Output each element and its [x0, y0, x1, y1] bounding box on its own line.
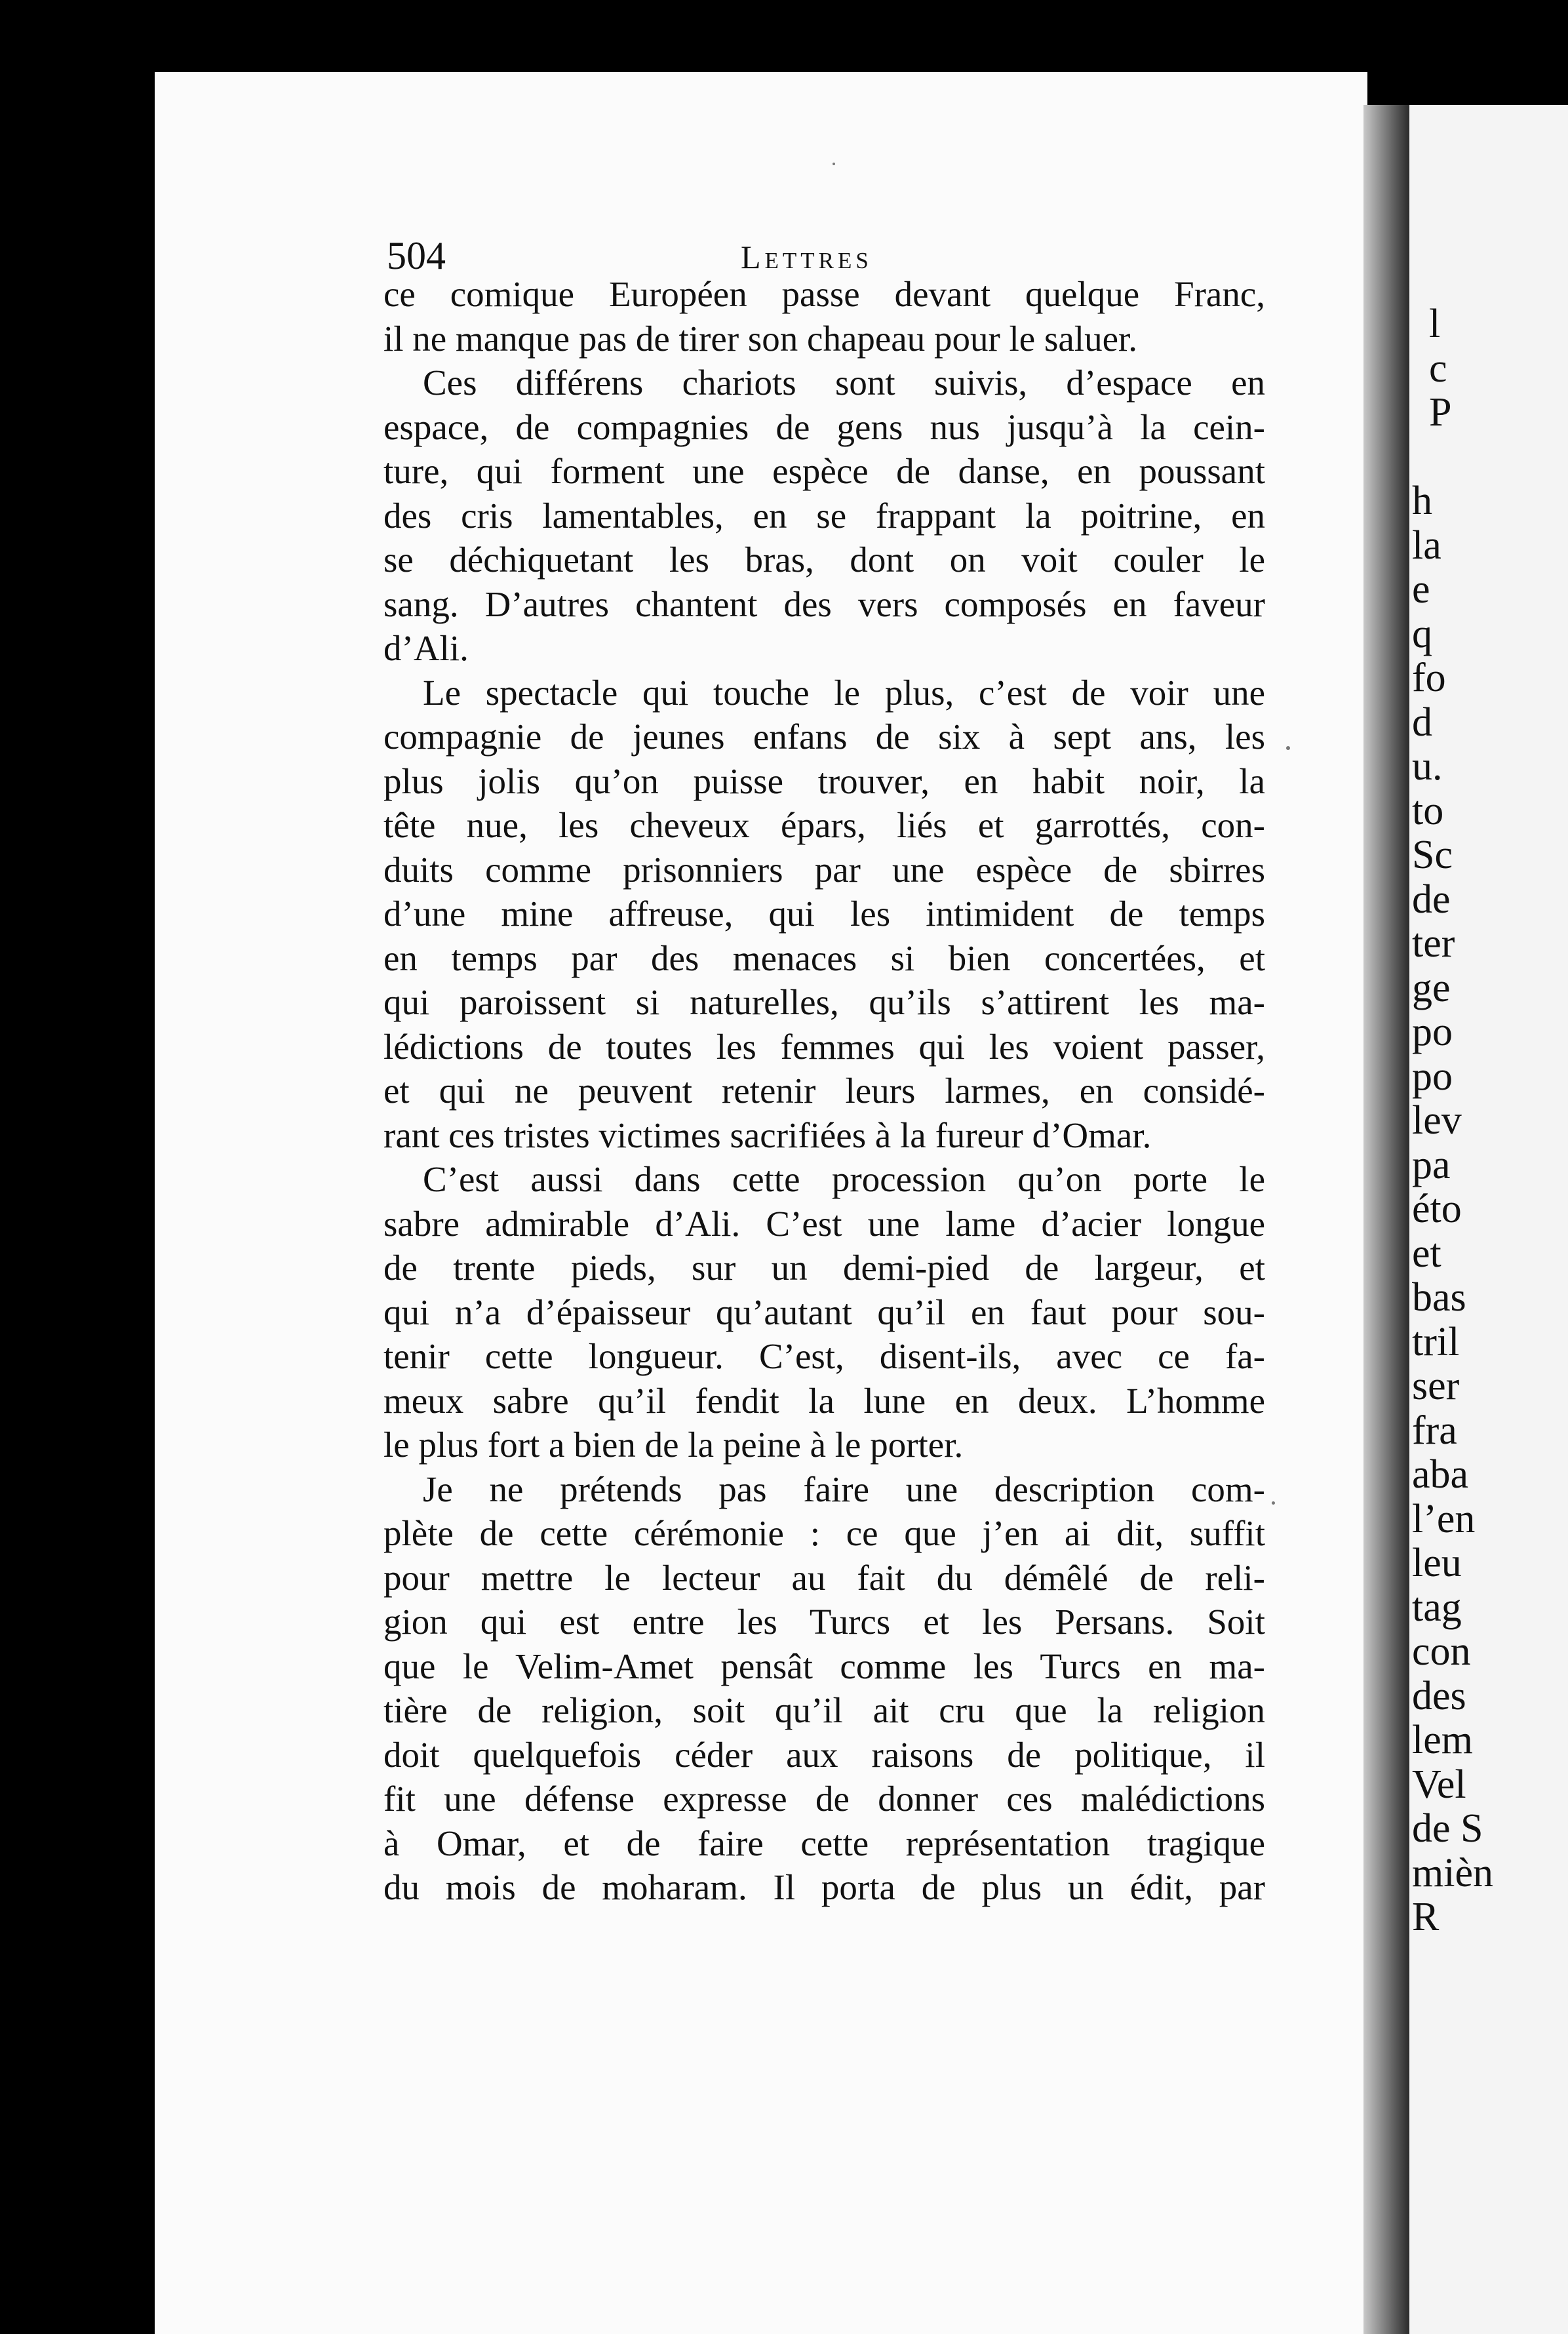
facing-page-edge	[1409, 105, 1568, 2334]
facing-page-fragment: pa	[1412, 1142, 1451, 1187]
facing-page-fragment: de	[1412, 877, 1451, 922]
text-line: pour mettre le lecteur au fait du démêlé de reli-	[383, 1557, 1265, 1598]
facing-page-fragment: ge	[1412, 965, 1451, 1010]
facing-page-fragment: lem	[1412, 1718, 1473, 1762]
facing-page-fragment: l’en	[1412, 1496, 1476, 1541]
text-line: que le Velim-Amet pensât comme les Turcs en ma-	[383, 1646, 1265, 1686]
text-line: compagnie de jeunes enfans de six à sept ans, les	[383, 717, 1265, 757]
facing-page-fragment: éto	[1412, 1187, 1462, 1231]
text-line: tenir cette longueur. C’est, disent-ils, avec ce fa-	[383, 1336, 1265, 1376]
facing-page-fragment: tril	[1412, 1319, 1460, 1364]
facing-page-fragment: Vel	[1412, 1762, 1466, 1807]
facing-page-fragment: et	[1412, 1231, 1441, 1276]
facing-page-fragment: P	[1429, 390, 1452, 435]
text-line: fit une défense expresse de donner ces malédictions	[383, 1779, 1265, 1819]
text-line: ce comique Européen passe devant quelque Franc,	[383, 274, 1265, 314]
facing-page-fragment: e	[1412, 567, 1430, 612]
text-line: plète de cette cérémonie : ce que j’en ai dit, suffit	[383, 1513, 1265, 1553]
text-line: tête nue, les cheveux épars, liés et garrottés, con-	[383, 805, 1265, 845]
facing-page-fragment: fo	[1412, 656, 1446, 700]
text-line: à Omar, et de faire cette représentation tragique	[383, 1823, 1265, 1863]
facing-page-fragment: bas	[1412, 1275, 1466, 1320]
scan-speck	[833, 163, 835, 165]
text-line: ture, qui forment une espèce de danse, en poussant	[383, 451, 1265, 491]
running-title: Lettres	[741, 239, 872, 275]
facing-page-fragment: u.	[1412, 744, 1443, 789]
facing-page-fragment: ter	[1412, 921, 1455, 966]
facing-page-fragment: c	[1429, 346, 1447, 391]
facing-page-fragment: tag	[1412, 1585, 1462, 1630]
text-line: le plus fort a bien de la peine à le porter.	[383, 1425, 964, 1465]
text-line: C’est aussi dans cette procession qu’on porte le	[423, 1159, 1265, 1199]
facing-page-fragment: leu	[1412, 1541, 1462, 1585]
text-line: doit quelquefois céder aux raisons de politique, il	[383, 1734, 1265, 1775]
text-line: tière de religion, soit qu’il ait cru que la religion	[383, 1690, 1265, 1730]
facing-page-fragment: to	[1412, 788, 1444, 833]
scan-speck	[1272, 1501, 1275, 1505]
facing-page-fragment: mièn	[1412, 1850, 1493, 1895]
text-line: d’Ali.	[383, 628, 469, 668]
text-line: en temps par des menaces si bien concertées, et	[383, 938, 1265, 978]
body-text	[383, 272, 1265, 1910]
text-line: du mois de moharam. Il porta de plus un édit, par	[383, 1867, 1265, 1907]
facing-page-fragment: con	[1412, 1629, 1471, 1674]
facing-page-fragment: q	[1412, 611, 1432, 656]
text-line: espace, de compagnies de gens nus jusqu’à la cein-	[383, 406, 1265, 447]
facing-page-fragment: lev	[1412, 1098, 1462, 1143]
page-gutter-shadow	[1363, 105, 1409, 2334]
text-line: gion qui est entre les Turcs et les Persans. Soit	[383, 1602, 1265, 1642]
text-line: il ne manque pas de tirer son chapeau pour le saluer.	[383, 318, 1138, 359]
text-line: qui paroissent si naturelles, qu’ils s’attirent les ma-	[383, 982, 1265, 1022]
text-line: sabre admirable d’Ali. C’est une lame d’acier longue	[383, 1203, 1265, 1244]
facing-page-fragment: ser	[1412, 1364, 1460, 1408]
text-line: Je ne prétends pas faire une description com-	[423, 1469, 1265, 1509]
facing-page-fragment: h	[1412, 479, 1432, 523]
text-line: lédictions de toutes les femmes qui les voient passer,	[383, 1026, 1265, 1067]
facing-page-fragment: des	[1412, 1673, 1466, 1718]
text-line: et qui ne peuvent retenir leurs larmes, en considé-	[383, 1071, 1265, 1111]
text-line: qui n’a d’épaisseur qu’autant qu’il en faut pour sou-	[383, 1292, 1265, 1332]
text-line: se déchiquetant les bras, dont on voit couler le	[383, 540, 1265, 580]
scan-speck	[1286, 746, 1290, 750]
facing-page-fragment: d	[1412, 700, 1432, 745]
text-line: plus jolis qu’on puisse trouver, en habit noir, la	[383, 761, 1265, 801]
text-line: sang. D’autres chantent des vers composés en faveur	[383, 584, 1265, 624]
text-line: meux sabre qu’il fendit la lune en deux. L’homme	[383, 1380, 1265, 1421]
facing-page-fragment: l	[1429, 302, 1441, 346]
page-number: 504	[387, 234, 446, 277]
facing-page-fragment: Sc	[1412, 833, 1453, 877]
text-line: Le spectacle qui touche le plus, c’est de voir une	[423, 672, 1265, 713]
facing-page-fragment: fra	[1412, 1408, 1457, 1453]
text-line: duits comme prisonniers par une espèce de sbirres	[383, 849, 1265, 890]
facing-page-fragment: po	[1412, 1010, 1453, 1054]
facing-page-fragment: R	[1412, 1895, 1440, 1939]
text-line: de trente pieds, sur un demi-pied de largeur, et	[383, 1248, 1265, 1288]
text-line: des cris lamentables, en se frappant la poitrine, en	[383, 495, 1265, 536]
text-line: rant ces tristes victimes sacrifiées à la fureur d’Omar.	[383, 1115, 1152, 1155]
text-line: d’une mine affreuse, qui les intimident de temps	[383, 894, 1265, 934]
text-line: Ces différens chariots sont suivis, d’espace en	[423, 363, 1265, 403]
facing-page-fragment: la	[1412, 523, 1441, 568]
facing-page-fragment: aba	[1412, 1452, 1469, 1497]
facing-page-fragment: po	[1412, 1054, 1453, 1099]
facing-page-fragment: de S	[1412, 1806, 1483, 1851]
